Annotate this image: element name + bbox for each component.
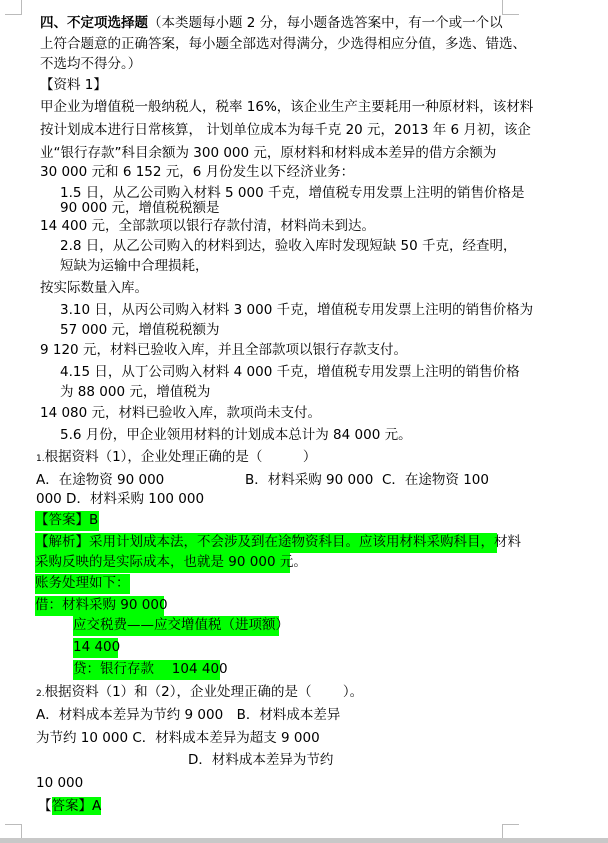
entry-debit-tax: 应交税费——应交增值税（进项额） — [73, 616, 279, 636]
heading-line: 上符合题意的正确答案，每小题全部选对得满分，少选得相应分值，多选、错选、 — [40, 36, 526, 52]
material-line: 甲企业为增值税一般纳税人，税率 16%，该企业生产主要耗用一种原材料，该材料 — [40, 99, 534, 115]
entry-debit: 借：材料采购 90 000 — [35, 596, 164, 616]
material-line: 1.5 日，从乙公司购入材料 5 000 千克，增值税专用发票上注明的销售价格是 — [60, 185, 525, 201]
material-line: 按实际数量入库。 — [40, 280, 148, 296]
page-corner-mark — [5, 0, 22, 15]
option-b: B．材料采购 90 000 — [245, 472, 374, 488]
material-line: 业“银行存款”科目余额为 300 000 元，原材料和材料成本差异的借方余额为 — [40, 145, 497, 161]
answer-bracket: 【 — [38, 798, 52, 814]
question-text: 根据资料（1），企业处理正确的是（ ） — [44, 449, 317, 465]
option-d: 000 D．材料采购 100 000 — [36, 491, 205, 507]
option-d: D．材料成本差异为节约 — [188, 752, 334, 768]
question-1 — [36, 448, 316, 468]
section-heading — [40, 14, 503, 32]
option-c: C．在途物资 100 — [382, 472, 489, 488]
heading-instructions: （本类题每小题 2 分，每小题备选答案中，有一个或一个以 — [148, 15, 503, 31]
answer-text: 答案】A — [51, 798, 102, 814]
option-d-value: 10 000 — [36, 775, 84, 791]
question-number: 2. — [36, 689, 45, 699]
material-line: 按计划成本进行日常核算， 计划单位成本为每千克 20 元，2013 年 6 月初，该企 — [40, 122, 531, 138]
question-2 — [36, 683, 363, 703]
option-a: A．在途物资 90 000 — [36, 472, 165, 488]
question-text: 根据资料（1）和（2），企业处理正确的是（ ）。 — [44, 684, 364, 700]
analysis-line: 采购反映的是实际成本，也就是 90 000 元。 — [35, 553, 290, 573]
heading-line: 不选均不得分。） — [40, 56, 142, 72]
analysis-line: 【解析】采用计划成本法，不会涉及到在途物资科目。应该用材料采购科目，材料 — [35, 533, 497, 553]
page-gap — [0, 838, 608, 843]
material-line: 9 120 元，材料已验收入库，并且全部款项以银行存款支付。 — [40, 342, 407, 358]
entry-title: 账务处理如下： — [35, 574, 130, 594]
page-corner-mark — [502, 824, 519, 839]
option-line: 为节约 10 000 C．材料成本差异为超支 9 000 — [36, 730, 320, 746]
material-line: 14 080 元，材料已验收入库，款项尚未支付。 — [40, 405, 322, 421]
material-line: 为 88 000 元，增值税为 — [60, 384, 211, 400]
material-line: 3.10 日，从丙公司购入材料 3 000 千克，增值税专用发票上注明的销售价格为 — [60, 302, 534, 318]
question-number: 1. — [36, 454, 45, 464]
entry-tax-amount: 14 400 — [73, 638, 118, 658]
material-line: 4.15 日，从丁公司购入材料 4 000 千克，增值税专用发票上注明的销售价格 — [60, 364, 520, 380]
material-line: 2.8 日，从乙公司购入的材料到达，验收入库时发现短缺 50 千克，经查明， — [60, 238, 517, 254]
material-line: 14 400 元，全部款项以银行存款付清，材料尚未到达。 — [40, 218, 376, 234]
material-title: 【资料 1】 — [40, 77, 107, 93]
page-corner-mark — [5, 824, 22, 839]
material-line: 30 000 元和 6 152 元，6 月份发生以下经济业务： — [40, 164, 355, 180]
entry-credit: 贷：银行存款 104 400 — [73, 660, 220, 680]
material-line: 5.6 月份，甲企业领用材料的计划成本总计为 84 000 元。 — [60, 427, 412, 443]
answer — [38, 797, 101, 815]
page-corner-mark — [502, 0, 519, 15]
option-line: A．材料成本差异为节约 9 000 B．材料成本差异 — [36, 707, 341, 723]
heading-title: 四、不定项选择题 — [40, 15, 148, 31]
answer: 【答案】B — [35, 511, 99, 531]
material-line: 57 000 元，增值税税额为 — [60, 322, 220, 338]
material-line: 短缺为运输中合理损耗， — [60, 258, 209, 274]
material-line: 90 000 元，增值税税额是 — [60, 200, 220, 216]
